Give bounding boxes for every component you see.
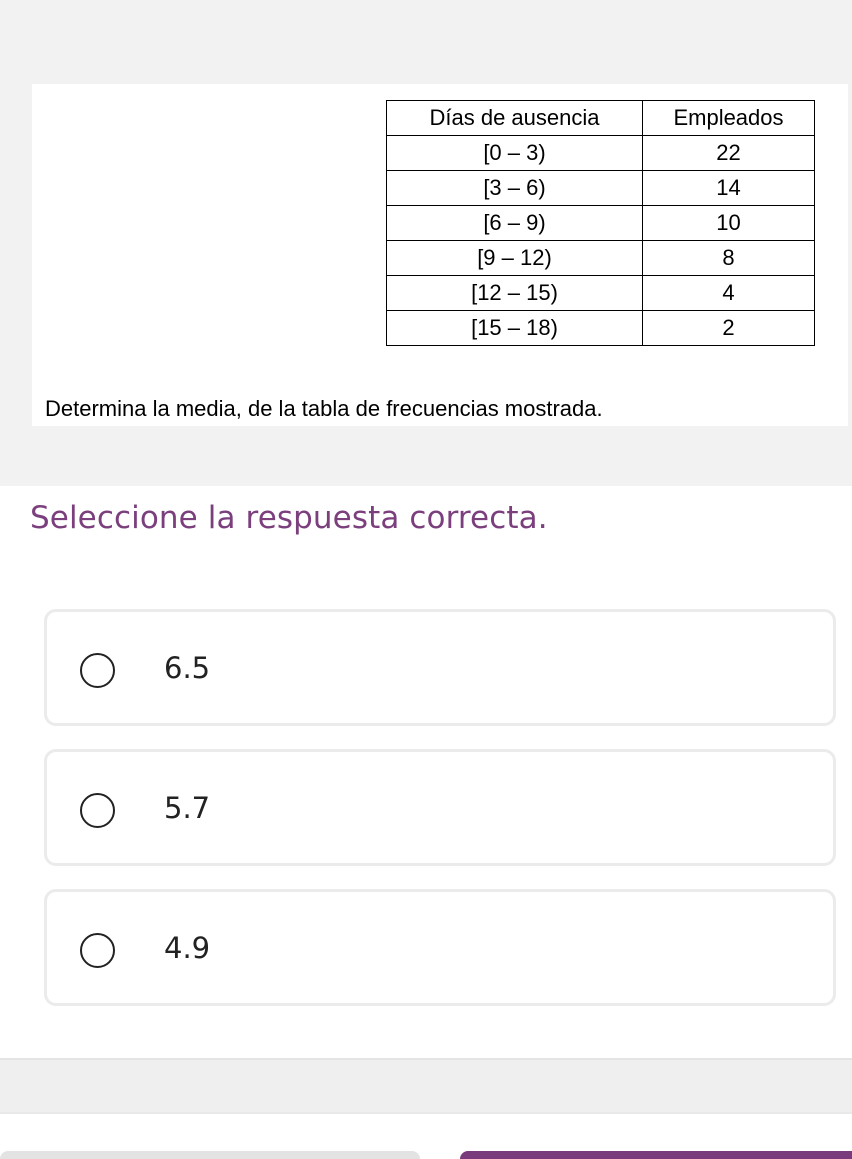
question-card (32, 84, 848, 426)
table-cell-interval: [15 – 18) (387, 311, 643, 346)
table-cell-count: 4 (643, 276, 815, 311)
radio-circle-icon[interactable] (80, 933, 115, 968)
secondary-button[interactable] (0, 1151, 420, 1159)
answer-option-1[interactable] (44, 609, 836, 726)
table-cell-count: 14 (643, 171, 815, 206)
footer-band (0, 1058, 852, 1114)
radio-circle-icon[interactable] (80, 653, 115, 688)
table-cell-interval: [12 – 15) (387, 276, 643, 311)
table-row (387, 171, 815, 206)
question-area (0, 0, 852, 486)
table-row (387, 311, 815, 346)
frequency-table (386, 100, 815, 346)
table-cell-interval: [9 – 12) (387, 241, 643, 276)
column-header-days: Días de ausencia (387, 101, 643, 136)
radio-circle-icon[interactable] (80, 793, 115, 828)
table-cell-count: 22 (643, 136, 815, 171)
answer-option-label: 4.9 (164, 931, 211, 965)
table-row (387, 276, 815, 311)
table-row (387, 206, 815, 241)
column-header-employees: Empleados (643, 101, 815, 136)
answer-option-3[interactable] (44, 889, 836, 1006)
divider (0, 1112, 852, 1114)
table-header-row (387, 101, 815, 136)
question-text: Determina la media, de la tabla de frecuencias mostrada. (45, 396, 603, 421)
answer-option-label: 6.5 (164, 651, 211, 685)
instruction-text: Seleccione la respuesta correcta. (30, 500, 548, 536)
table-cell-count: 8 (643, 241, 815, 276)
primary-button[interactable] (460, 1151, 852, 1159)
table-cell-interval: [0 – 3) (387, 136, 643, 171)
table-cell-count: 10 (643, 206, 815, 241)
answer-option-label: 5.7 (164, 791, 211, 825)
table-row (387, 241, 815, 276)
table-cell-interval: [3 – 6) (387, 171, 643, 206)
table-cell-count: 2 (643, 311, 815, 346)
table-cell-interval: [6 – 9) (387, 206, 643, 241)
answer-option-2[interactable] (44, 749, 836, 866)
table-row (387, 136, 815, 171)
